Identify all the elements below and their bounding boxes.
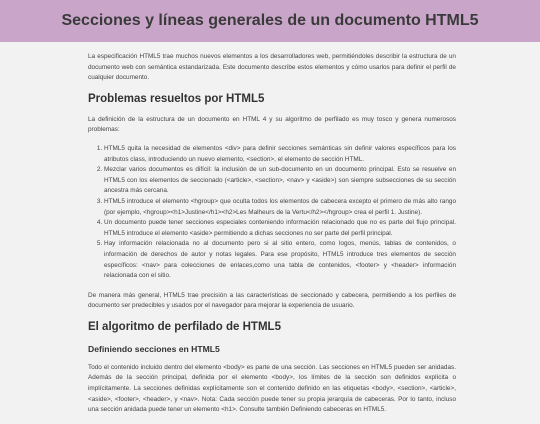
list-item: 1. HTML5 quita la necesidad de elementos <div> para definir secciones semánticas sin definir valores específicos para los atributos class, introduciendo un nuevo elemento, <section>, el elemento de sección HTML. — [104, 144, 456, 165]
list-item: 2. Mezclar varios documentos es difícil: la inclusión de un sub-documento en un documento principal. Esto se resuelve en HTML5 con los elementos de seccionado (<article>, <section>, <nav> y <aside>) son siempre subsecciones de su sección ancestra más cercana. — [104, 165, 456, 197]
subsection-heading-defining-sections: Definiendo secciones en HTML5 — [88, 343, 220, 354]
page-header-banner — [0, 0, 540, 42]
page-title: Secciones y líneas generales de un documento HTML5 — [61, 12, 479, 29]
list-item: 4. Un documento puede tener secciones especiales conteniendo información relacionado que no es parte del flujo principal. HTML5 introduce el elemento <aside> permitiendo a dichas secciones no ser parte del perfil principal. — [104, 218, 456, 239]
problems-closing-paragraph: De manera más general, HTML5 trae precisión a las características de seccionado y cabecera, permitiendo a los perfiles de documento ser predecibles y usados por el navegador para mejorar la experiencia de usuario. — [88, 291, 456, 310]
algorithm-body-paragraph: Todo el contenido incluido dentro del elemento <body> es parte de una sección. Las secciones en HTML5 pueden ser anidadas. Además de la sección principal, definida por el elemento <body>, los límites de la sección son definidos explícita o implícitamente. La secciones definidas explícitamente son el contenido definido en las etiquetas <body>, <section>, <article>, <aside>, <footer>, <header>, y <nav>. Nota: Cada sección puede tener su propia jerarquía de cabeceras. Por lo tanto, incluso una sección anidada puede tener un elemento <h1>. Consulte también Definiendo cabeceras en HTML5. — [88, 363, 456, 414]
section-heading-problems: Problemas resueltos por HTML5 — [88, 92, 265, 105]
problems-list — [88, 144, 456, 282]
list-item: 3. HTML5 introduce el elemento <hgroup> que oculta todos los elementos de cabecera excepto el primero de más alto rango (por ejemplo, <hgroup><h1>Justine</h1><h2>Les Malheurs de la Vertu</h2></hgroup> crea el perfil 1. Justine). — [104, 197, 456, 218]
article-body — [88, 52, 456, 424]
section-heading-algorithm: El algoritmo de perfilado de HTML5 — [88, 320, 281, 333]
problems-lead-paragraph: La definición de la estructura de un documento en HTML 4 y su algoritmo de perfilado es muy tosco y genera numerosos problemas: — [88, 115, 456, 134]
list-item: 5. Hay información relacionada no al documento pero si al sitio entero, como logos, menús, tablas de contenidos, o información de derechos de autor y notas legales. Para ese propósito, HTML5 introduce tres elementos de sección específicos: <nav> para colecciones de enlaces,como una tabla de contenidos, <footer> y <header> información relacionada con el sitio. — [104, 239, 456, 281]
intro-paragraph: La especificación HTML5 trae muchos nuevos elementos a los desarrolladores web, permitiéndoles describir la estructura de un documento web con semántica estandarizada. Este documento describe estos elementos y cómo usarlos para definir el perfil de cualquier documento. — [88, 53, 456, 82]
